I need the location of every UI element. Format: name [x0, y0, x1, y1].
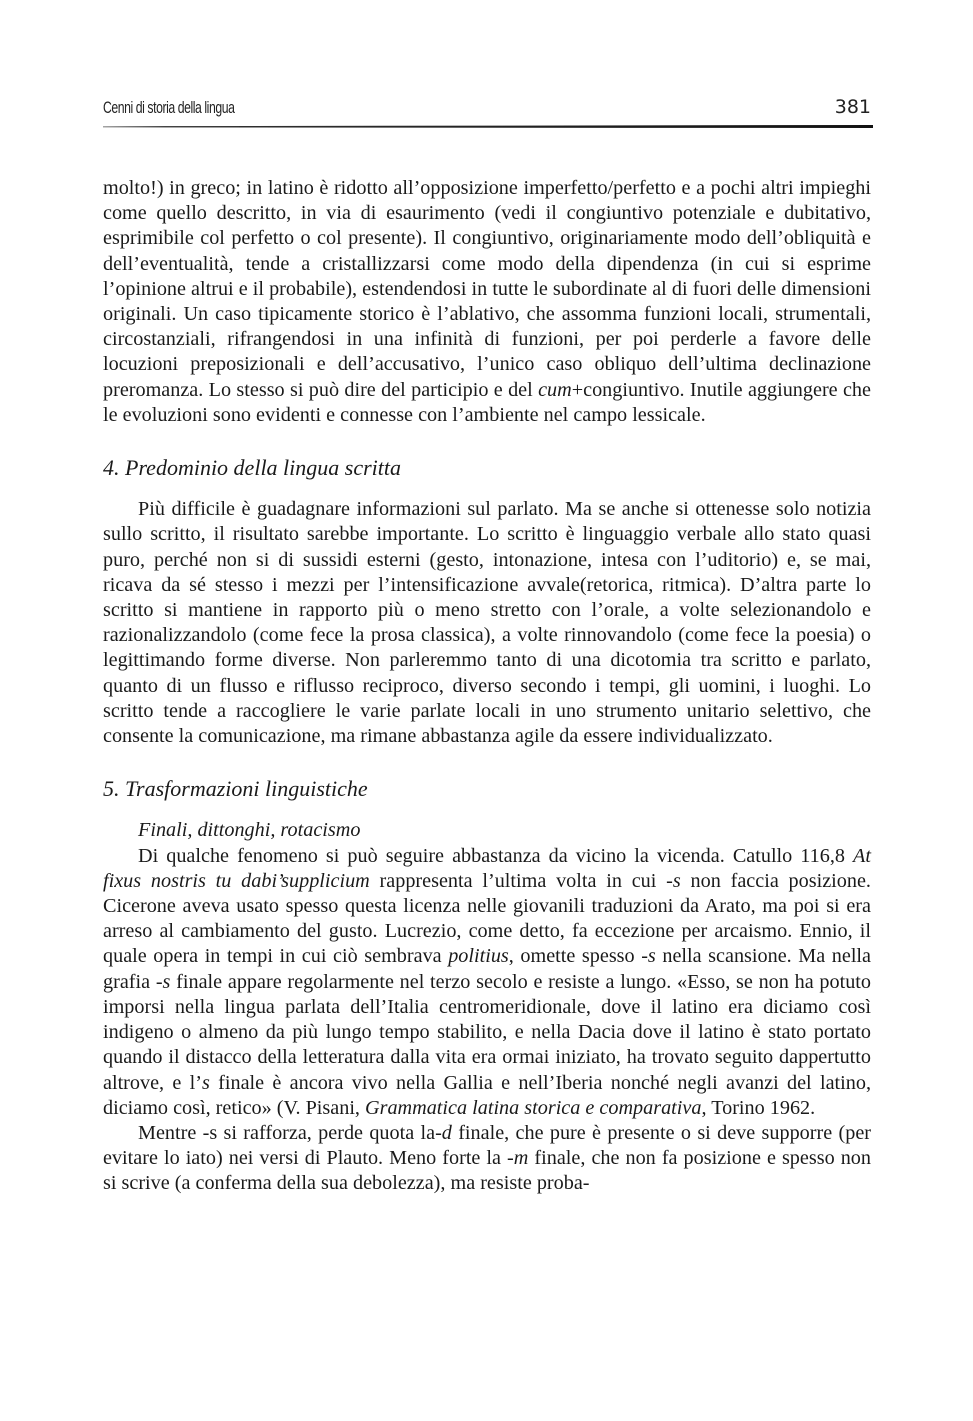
italic-term-cum: cum: [538, 378, 572, 401]
body-text: [103, 176, 871, 1197]
page-number: 381: [834, 96, 871, 118]
running-title: Cenni di storia della lingua: [103, 98, 235, 117]
paragraph-section-5-1: Di qualche fenomeno si può seguire abbastanza da vicino la vicenda. Catullo 116,8 At fixus nostris tu dabi’supplicium rappresenta l’ultima volta in cui -s non faccia posizione. Cicerone aveva usato spesso questa licenza nelle giovanili traduzioni da Arato, ma poi si era arreso al cambiamento del gusto. Lucrezio, come detto, fa eccezione per arcaismo. Ennio, il quale opera in tempi in cui ciò sembrava politius, omette spesso -s nella scansione. Ma nella grafia -s finale appare regolarmente nel terzo secolo e resiste a lungo. «Esso, se non ha potuto imporsi nella lingua parlata dell’Italia centromeridionale, dove il latino era diciamo così indigeno o almeno da più lungo tempo stabilito, e nella Dacia dove il latino è stato portato quando il distacco della letteratura dalla vita era ormai iniziato, ha trovato seguito dappertutto altrove, e l’s finale è ancora vivo nella Gallia e nell’Iberia nonché negli avanzi del latino, diciamo così, retico» (V. Pisani, Grammatica latina storica e comparativa, Torino 1962.: [103, 844, 872, 1119]
paragraph-section-5-2: Mentre -s si rafforza, perde quota la-d finale, che pure è presente o si deve supporre (per evitare lo iato) nei versi di Plauto. Meno forte la -m finale, che non fa posizione e spesso non si scrive (a conferma della sua debolezza), ma resiste proba-: [103, 1121, 871, 1195]
subsection-heading: Finali, dittonghi, rotacismo: [138, 819, 361, 842]
paragraph-section-4: Più difficile è guadagnare informazioni sul parlato. Ma se anche si ottenesse solo notizia sullo scritto, il risultato sarebbe importante. Lo scritto è linguaggio verbale allo stato quasi puro, perché non si di sussidi esterni (gesto, intonazione, intesa con l’uditorio) e, se mai, ricava da sé stesso i mezzi per l’intensificazione avvale(retorica, ritmica). D’altra parte lo scritto si mantiene in rapporto più o meno stretto con l’orale, a volte selezionandolo e razionalizzandolo (come fece la prosa classica), a volte rinnovandolo (come fece la poesia) o legittimando forme diverse. Non parleremmo tanto di una dicotomia tra scritto e parlato, quanto di un flusso e riflusso reciproco, diverso secondo i tempi, gli uomini, i luoghi. Lo scritto tende a raccogliere le varie parlate locali in uno strumento unitario selettivo, che consente la comunicazione, ma rimane abbastanza agile da essere individualizzato.: [103, 498, 871, 748]
section-heading-4: 4. Predominio della lingua scritta: [103, 455, 401, 481]
book-title-citation: Grammatica latina storica e comparativa: [365, 1096, 702, 1119]
latin-quote: At fixus nostris tu dabi’supplicium: [103, 844, 871, 892]
running-head: [103, 98, 871, 126]
paragraph-continued: molto!) in greco; in latino è ridotto all’opposizione imperfetto/perfetto e a pochi altri impieghi come quello descritto, in via di esaurimento (vedi il congiuntivo potenziale e dubitativo, esprimibile col perfetto o col presente). Il congiuntivo, originariamente modo dell’obliquità e dell’eventualità, tende a cristallizzarsi come modo della dipendenza (in cui si esprime l’opinione altrui e il probabile), estendendosi in tutte le subordinate al di fuori delle dimensioni originali. Un caso tipicamente storico è l’ablativo, che assomma funzioni locali, strumentali, circostanziali, rifrangendosi in una infinità di funzioni, per poi perderle a favore delle locuzioni preposizionali e dell’accusativo, l’unico caso obliquo dell’ultima declinazione preromanza. Lo stesso si può dire del participio e del cum+congiuntivo. Inutile aggiungere che le evoluzioni sono evidenti e connesse con l’ambiente nel campo lessicale.: [103, 177, 871, 426]
section-heading-5: 5. Trasformazioni linguistiche: [103, 776, 368, 802]
